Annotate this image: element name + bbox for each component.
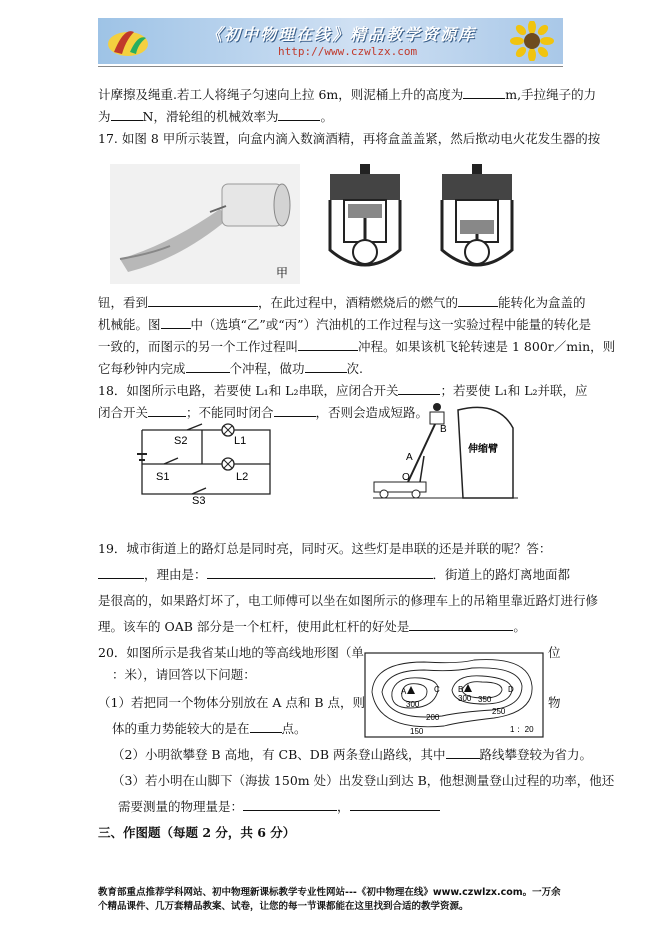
- q20-q2-line: （2）小明欲攀登 B 高地，有 CB、DB 两条登山路线，其中 路线攀登较为省力。: [112, 747, 593, 762]
- q17-line-2: 钮，看到 ，在此过程中，酒精燃烧后的燃气的 能转化为盒盖的: [98, 295, 586, 310]
- q20-q3-line-2: 需要测量的物理量是： ，: [118, 798, 440, 815]
- map-contour-350: 350: [478, 695, 492, 704]
- q20-q1-line-1: （1）若把同一个物体分别放在 A 点和 B 点，则: [98, 695, 366, 710]
- circuit-diagram: [132, 422, 282, 504]
- q18-line-2: 闭合开关 ；不能同时闭合 ，否则会造成短路。: [98, 405, 429, 420]
- q20-q1-line-2: 体的重力势能较大的是在 点。: [112, 721, 307, 736]
- q17-line-1: 17. 如图 8 甲所示装置，向盒内滴入数滴酒精，再将盒盖盖紧，然后揿动电火花发生器的按: [98, 131, 601, 146]
- header-rule: [98, 66, 563, 67]
- truck-label-arm: 伸缩臂: [468, 444, 498, 455]
- contour-map: [364, 652, 544, 738]
- map-contour-300b: 300: [458, 694, 472, 703]
- q18-line-1: 18．如图所示电路，若要使 L₁和 L₂串联，应闭合开关 ；若要使 L₁和 L₂并联，应: [98, 383, 588, 398]
- q17-line-3: 机械能。图 中（选填“乙”或“丙”）汽油机的工作过程与这一实验过程中能量的转化是: [98, 317, 592, 332]
- q20-q3-line-1: （3）若小明在山脚下（海拔 150m 处）出发登山到达 B，他想测量登山过程的功率，他还: [112, 773, 615, 788]
- map-scale: 1 ：20: [510, 725, 534, 734]
- engine-diagram-bing: [432, 160, 522, 280]
- map-contour-200: 200: [426, 713, 440, 722]
- spark-generator-icon: [110, 164, 300, 284]
- map-label-c: C: [434, 685, 440, 694]
- q19-line-1: 19．城市街道上的路灯总是同时亮，同时灭。这些灯是串联的还是并联的呢？答：: [98, 541, 552, 556]
- map-label-d: D: [508, 685, 514, 694]
- sunflower-icon: [509, 21, 555, 61]
- circuit-label-l1: L1: [234, 435, 247, 447]
- circuit-label-s2: S2: [174, 435, 188, 447]
- q20-line-2: ：米），请回答以下问题：: [112, 667, 256, 682]
- map-label-a: A: [401, 687, 407, 696]
- truck-label-o: O: [402, 472, 410, 483]
- q20-q1-line-1-end: 物: [548, 695, 561, 710]
- page-footer: [98, 886, 568, 914]
- truck-label-b: B: [440, 424, 447, 435]
- circuit-label-l2: L2: [236, 471, 249, 483]
- site-logo-icon: [104, 22, 152, 60]
- q19-line-4: 理。该车的 OAB 部分是一个杠杆，使用此杠杆的好处是 。: [98, 619, 526, 634]
- q20-line-1: 20．如图所示是我省某山地的等高线地形图（单: [98, 645, 364, 660]
- q16-line-1: 计摩擦及绳重.若工人将绳子匀速向上拉 6m，则泥桶上升的高度为 m,手拉绳子的力: [98, 87, 597, 102]
- circuit-label-s1: S1: [156, 471, 170, 483]
- footer-line-2: 个精品课件、几万套精品教案、试卷，让您的每一节课都能在这里找到合适的教学资源。: [98, 901, 469, 912]
- map-contour-300a: 300: [406, 700, 420, 709]
- section-3-heading: 三、作图题（每题 2 分，共 6 分）: [98, 825, 296, 840]
- q19-line-3: 是很高的，如果路灯坏了，电工师傅可以坐在如图所示的修理车上的吊箱里靠近路灯进行修: [98, 593, 599, 608]
- q17-line-4: 一致的，而图示的另一个工作过程叫 冲程。如果该机飞轮转速是 1 800r／min，则: [98, 339, 616, 354]
- figure-label-jia: 甲: [276, 266, 289, 280]
- map-contour-150: 150: [410, 727, 424, 736]
- truck-label-a: A: [406, 452, 413, 463]
- banner-title: 《初中物理在线》精品教学资源库: [206, 25, 477, 44]
- header-banner: [98, 18, 563, 64]
- circuit-label-s3: S3: [192, 495, 206, 504]
- q16-line-2: 为 N，滑轮组的机械效率为 。: [98, 109, 333, 124]
- banner-url: http://www.czwlzx.com: [278, 45, 418, 58]
- q20-line-1-end: 位: [548, 645, 561, 660]
- repair-truck-diagram: [368, 398, 523, 502]
- map-label-b: B: [458, 685, 464, 694]
- spark-generator-figure: [110, 164, 300, 284]
- q19-line-2: ，理由是： ．街道上的路灯离地面都: [98, 566, 570, 583]
- map-contour-250: 250: [492, 707, 506, 716]
- q17-line-5: 它每秒钟内完成 个冲程，做功 次.: [98, 361, 364, 376]
- footer-line-1: 教育部重点推荐学科网站、初中物理新课标教学专业性网站---《初中物理在线》www.czwlzx.com。一万余: [98, 887, 561, 898]
